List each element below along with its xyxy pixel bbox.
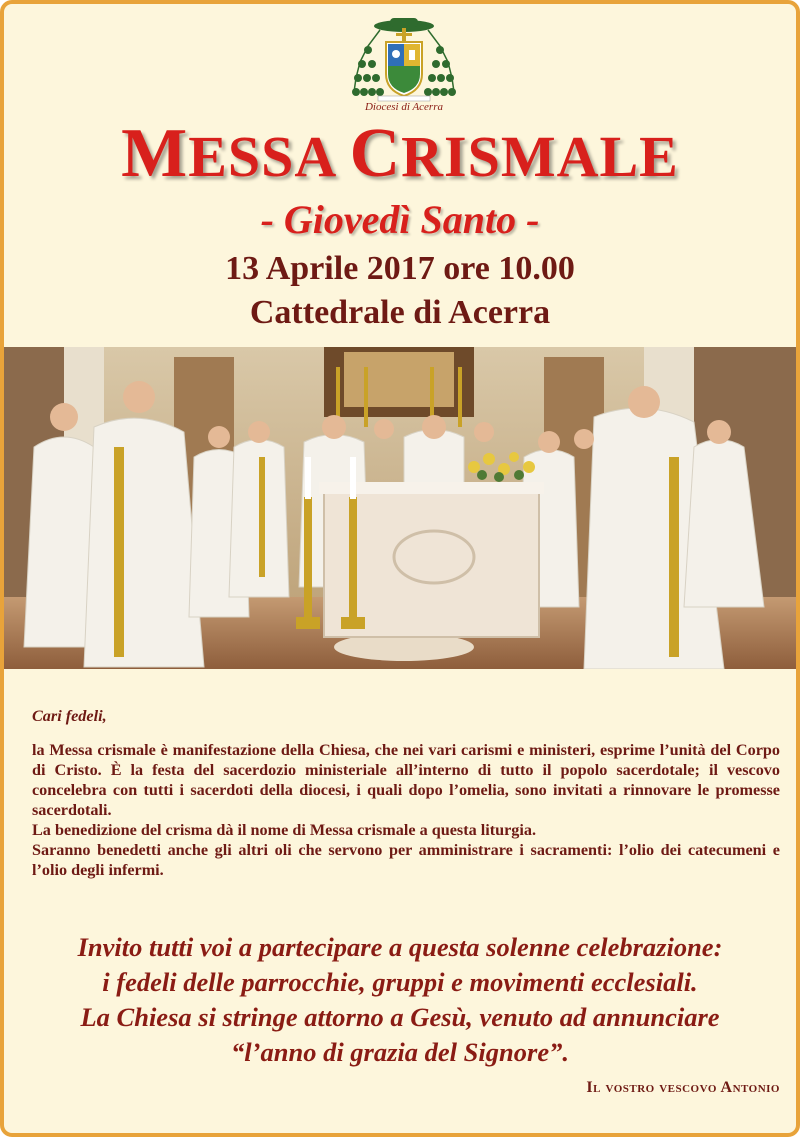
- page-title-text: MESSA CRISMALE: [121, 115, 679, 192]
- diocese-name: Diocesi di Acerra: [364, 101, 443, 113]
- event-date-time: 13 Aprile 2017 ore 10.00: [225, 250, 575, 287]
- subtitle: - Giovedì Santo -: [260, 197, 540, 242]
- appeal-line: Invito tutti voi a partecipare a questa solenne celebrazione:: [77, 932, 723, 962]
- letter-body: [32, 706, 780, 880]
- letter-paragraph: Saranno benedetti anche gli altri oli che servono per amministrare i sacramenti: l’olio dei catecumeni e l’olio degli infermi.: [32, 841, 780, 879]
- event-place: Cattedrale di Acerra: [249, 294, 551, 331]
- invitation-appeal: [14, 930, 786, 1070]
- letter-paragraph: La benedizione del crisma dà il nome di Messa crismale a questa liturgia.: [32, 821, 537, 839]
- appeal-line: i fedeli delle parrocchie, gruppi e movimenti ecclesiali.: [102, 967, 698, 997]
- signature: Il vostro vescovo Antonio: [586, 1079, 780, 1096]
- appeal-line: “l’anno di grazia del Signore”.: [231, 1037, 569, 1067]
- appeal-line: La Chiesa si stringe attorno a Gesù, venuto ad annunciare: [80, 1002, 720, 1032]
- letter-paragraph: la Messa crismale è manifestazione della Chiesa, che nei vari carismi e ministeri, esprime l’unità del Corpo di Cristo. È la festa del sacerdozio ministeriale all’interno di tutto il popolo sacerdotale; il vescovo concelebra con tutti i sacerdoti della diocesi, i quali dopo l’omelia, sono invitati a rinnovare le promesse sacerdotali.: [32, 741, 780, 819]
- page-title: [4, 114, 796, 194]
- mass-celebration-photo: [4, 347, 796, 669]
- greeting: Cari fedeli,: [32, 707, 107, 725]
